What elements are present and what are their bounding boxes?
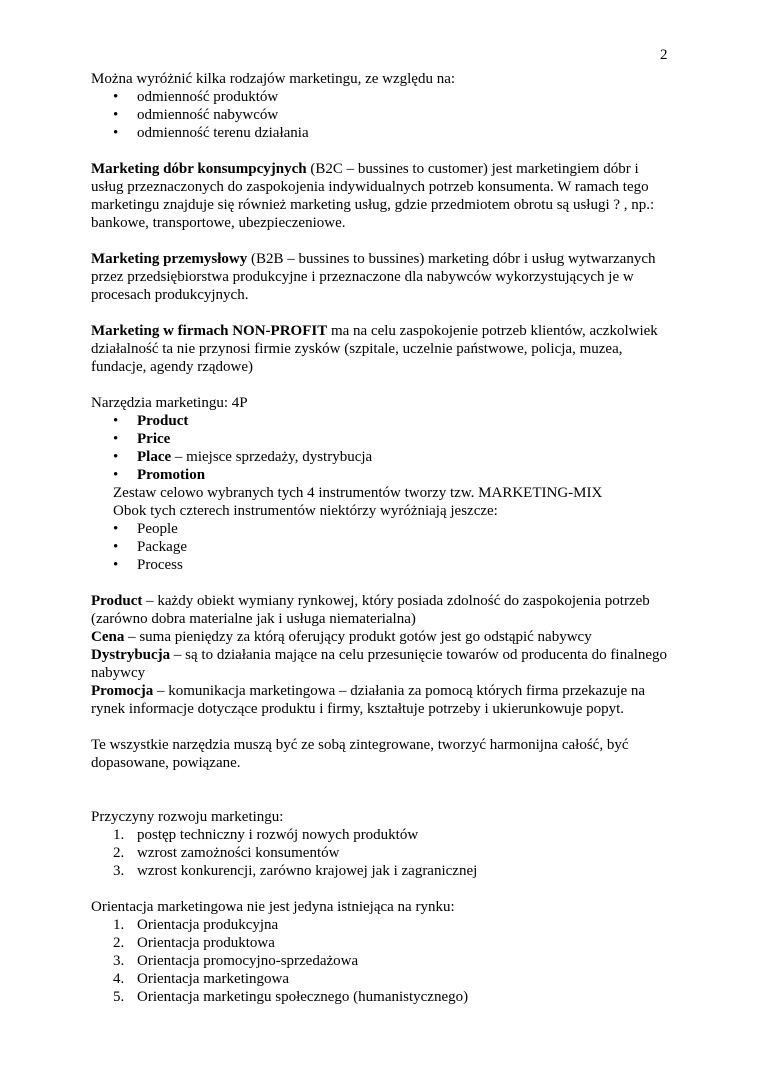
integration-paragraph: Te wszystkie narzędzia muszą być ze sobą zintegrowane, tworzyć harmonijna całość, być dopasowane, powiązane. [91,737,629,771]
list-item [91,988,671,1006]
list-number: 1. [113,917,125,933]
list-item: • odmienność nabywców [91,106,671,124]
extra-instruments-line: Obok tych czterech instrumentów niektórzy wyróżniają jeszcze: [113,503,498,519]
definition-text: – komunikacja marketingowa – działania za pomocą których firma przekazuje na rynek informacje dotyczące produktu i firmy, kształtuje potrzeby i ukierunkowuje popyt. [91,683,646,717]
b2b-term: Marketing przemysłowy [91,251,248,267]
orientation-list [91,916,671,1006]
list-item: • odmienność produktów [91,88,671,106]
intro-paragraph: Można wyróżnić kilka rodzajów marketingu, ze względu na: [91,71,456,87]
list-number: 4. [113,971,125,987]
four-p-term: Place [137,449,172,465]
list-text: Orientacja produkcyjna [137,917,279,933]
list-text: wzrost zamożności konsumentów [137,845,340,861]
extra-instruments-list [91,520,671,574]
definition-text: – suma pieniędzy za którą oferujący produkt gotów jest go odstąpić nabywcy [124,629,592,645]
list-text: Orientacja produktowa [137,935,275,951]
list-number: 3. [113,953,125,969]
four-p-text: – miejsce sprzedaży, dystrybucja [171,449,373,465]
list-item [91,844,671,862]
list-item [91,412,671,430]
list-number: 1. [113,827,125,843]
definition-term: Cena [91,629,125,645]
list-item: • People [91,520,671,538]
definition-dystrybucja [91,646,671,682]
nonprofit-term: Marketing w firmach NON-PROFIT [91,323,328,339]
list-item [91,466,671,484]
list-item [91,430,671,448]
four-p-term: Price [137,431,171,447]
marketing-mix-line: Zestaw celowo wybranych tych 4 instrumentów tworzy tzw. MARKETING-MIX [113,485,603,501]
list-item [91,970,671,988]
reasons-heading: Przyczyny rozwoju marketingu: [91,809,284,825]
nonprofit-paragraph [91,322,671,376]
page-number: 2 [660,47,668,63]
definition-promocja [91,682,671,718]
definition-product [91,592,671,628]
list-item [91,916,671,934]
nonprofit-text: ma na celu zaspokojenie potrzeb klientów, aczkolwiek działalność ta nie przynosi firmie zysków (szpitale, uczelnie państwowe, policja, muzea, fundacje, agendy rządowe) [91,323,658,375]
list-number: 3. [113,863,125,879]
reasons-list [91,826,671,880]
list-item: • odmienność terenu działania [91,124,671,142]
b2b-text: (B2B – bussines to bussines) marketing dóbr i usług wytwarzanych przez przedsiębiorstwa produkcyjne i przeznaczone dla nabywców wykorzystujących je w procesach produkcyjnych. [91,251,656,303]
orientation-heading: Orientacja marketingowa nie jest jedyna istniejąca na rynku: [91,899,455,915]
list-text: Orientacja promocyjno-sprzedażowa [137,953,359,969]
list-item [91,448,671,466]
four-p-term: Promotion [137,467,206,483]
list-item [91,862,671,880]
list-text: postęp techniczny i rozwój nowych produktów [137,827,419,843]
document-body [91,70,671,1006]
list-number: 2. [113,845,125,861]
list-item: • Package [91,538,671,556]
definition-term: Product [91,593,143,609]
list-item [91,826,671,844]
b2c-term: Marketing dóbr konsumpcyjnych [91,161,307,177]
definition-cena [91,628,671,646]
tools-heading: Narzędzia marketingu: 4P [91,395,248,411]
definition-term: Dystrybucja [91,647,171,663]
definition-text: – są to działania mające na celu przesunięcie towarów od producenta do finalnego nabywcy [91,647,668,681]
intro-bullet-list [91,88,671,142]
list-item [91,952,671,970]
four-p-term: Product [137,413,189,429]
b2c-paragraph [91,160,671,232]
list-text: Orientacja marketingowa [137,971,290,987]
list-text: Orientacja marketingu społecznego (humanistycznego) [137,989,469,1005]
four-p-list [91,412,671,484]
b2c-text: (B2C – bussines to customer) jest marketingiem dóbr i usług przeznaczonych do zaspokojenia indywidualnych potrzeb konsumenta. W ramach tego marketingu znajduje się również marketing usług, gdzie przedmiotem obrotu są usługi ? , np.: bankowe, transportowe, ubezpieczeniowe. [91,161,655,231]
definition-term: Promocja [91,683,154,699]
list-text: wzrost konkurencji, zarówno krajowej jak i zagranicznej [137,863,478,879]
list-number: 2. [113,935,125,951]
definition-text: – każdy obiekt wymiany rynkowej, który posiada zdolność do zaspokojenia potrzeb (zarówno dobra materialne jak i usługa niematerialna) [91,593,650,627]
list-item [91,934,671,952]
list-number: 5. [113,989,125,1005]
list-item: • Process [91,556,671,574]
b2b-paragraph [91,250,671,304]
